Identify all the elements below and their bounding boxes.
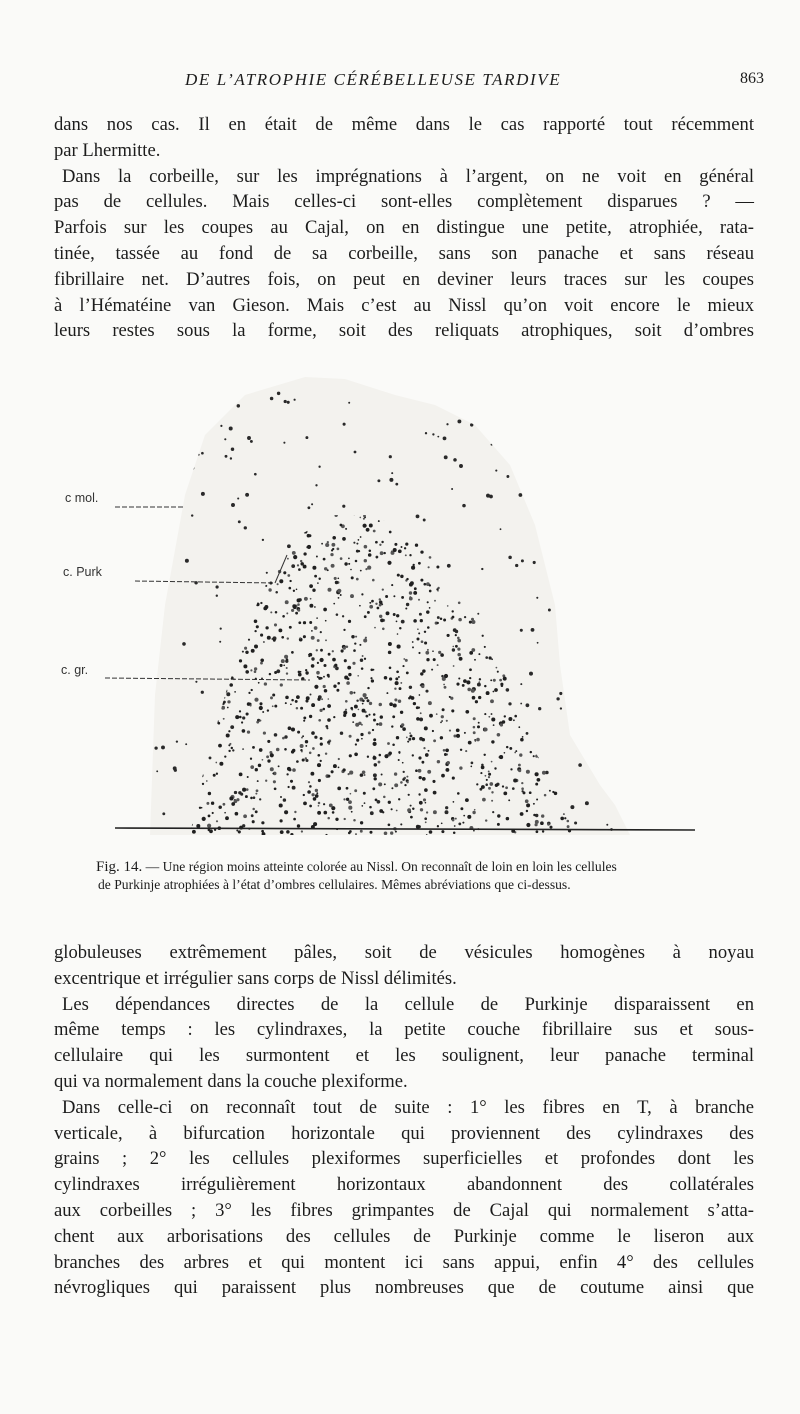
caption-line-1: — Une région moins atteinte colorée au Nissl. On reconnaît de loin en loin les cellules: [145, 859, 617, 874]
text-line: même temps : les cylindraxes, la petite couche fibrillaire sus et sous-: [54, 1019, 754, 1041]
text-line: névrogliques qui paraissent plus nombreuses que de coutume ainsi que: [54, 1277, 754, 1299]
label-purkinje-layer: c. Purk: [63, 565, 102, 579]
text-line: verticale, à bifurcation horizontale qui proviennent des cylindraxes des: [54, 1122, 754, 1144]
text-line: excentrique et irrégulier sans corps de Nissl délimités.: [54, 967, 457, 989]
text-line: à l’Hématéine van Gieson. Mais c’est au Nissl qu’on voit encore le mieux: [54, 294, 754, 316]
text-line: Parfois sur les coupes au Cajal, on en distingue une petite, atrophiée, rata-: [54, 217, 754, 239]
caption-line-2: de Purkinje atrophiées à l’état d’ombres cellulaires. Mêmes abréviations que ci-dessus.: [98, 877, 571, 892]
running-header: [0, 70, 800, 96]
page-number: 863: [740, 70, 764, 87]
text-line: Les dépendances directes de la cellule de Purkinje disparaissent en: [62, 993, 754, 1015]
text-line: leurs restes sous la forme, soit des reliquats atrophiques, soit d’ombres: [54, 320, 754, 342]
label-molecular-layer: c mol.: [65, 491, 99, 505]
paragraph-bottom: [54, 940, 754, 1301]
figure-14: [55, 365, 765, 850]
paragraph-top: [54, 112, 754, 344]
histology-illustration: [55, 365, 765, 850]
label-granular-layer: c. gr.: [61, 663, 89, 677]
text-line: cylindraxes irrégulièrement horizontaux abandonnent des collatérales: [54, 1174, 754, 1196]
text-line: grains ; 2° les cellules plexiformes superficielles et profondes dont les: [54, 1148, 754, 1170]
figure-number: Fig. 14.: [96, 859, 143, 875]
text-line: fibrillaire net. D’autres fois, on peut en deviner leurs traces sur les coupes: [54, 268, 754, 290]
text-line: tinée, tassée au fond de sa corbeille, sans son panache et sans réseau: [54, 242, 754, 264]
figure-caption: [96, 858, 786, 894]
text-line: qui va normalement dans la couche plexiforme.: [54, 1070, 408, 1092]
text-line: cellulaire qui les surmontent et les soulignent, leur panache terminal: [54, 1045, 754, 1067]
text-line: dans nos cas. Il en était de même dans le cas rapporté tout récemment: [54, 114, 754, 135]
tissue-background: [150, 375, 630, 840]
text-line: Dans la corbeille, sur les imprégnations à l’argent, on ne voit en général: [62, 165, 754, 187]
running-title: DE L’ATROPHIE CÉRÉBELLEUSE TARDIVE: [185, 70, 562, 89]
text-line: pas de cellules. Mais celles-ci sont-elles complètement disparues ? —: [54, 191, 754, 213]
text-line: chent aux arborisations des cellules de Purkinje comme le liseron aux: [54, 1225, 754, 1247]
text-line: Dans celle-ci on reconnaît tout de suite : 1° les fibres en T, à branche: [62, 1096, 754, 1118]
text-line: aux corbeilles ; 3° les fibres grimpantes de Cajal qui normalement s’atta-: [54, 1199, 754, 1221]
text-line: globuleuses extrêmement pâles, soit de vésicules homogènes à noyau: [54, 942, 754, 963]
text-line: par Lhermitte.: [54, 139, 161, 161]
text-line: branches des arbres et qui montent ici sans appui, enfin 4° des cellules: [54, 1251, 754, 1273]
